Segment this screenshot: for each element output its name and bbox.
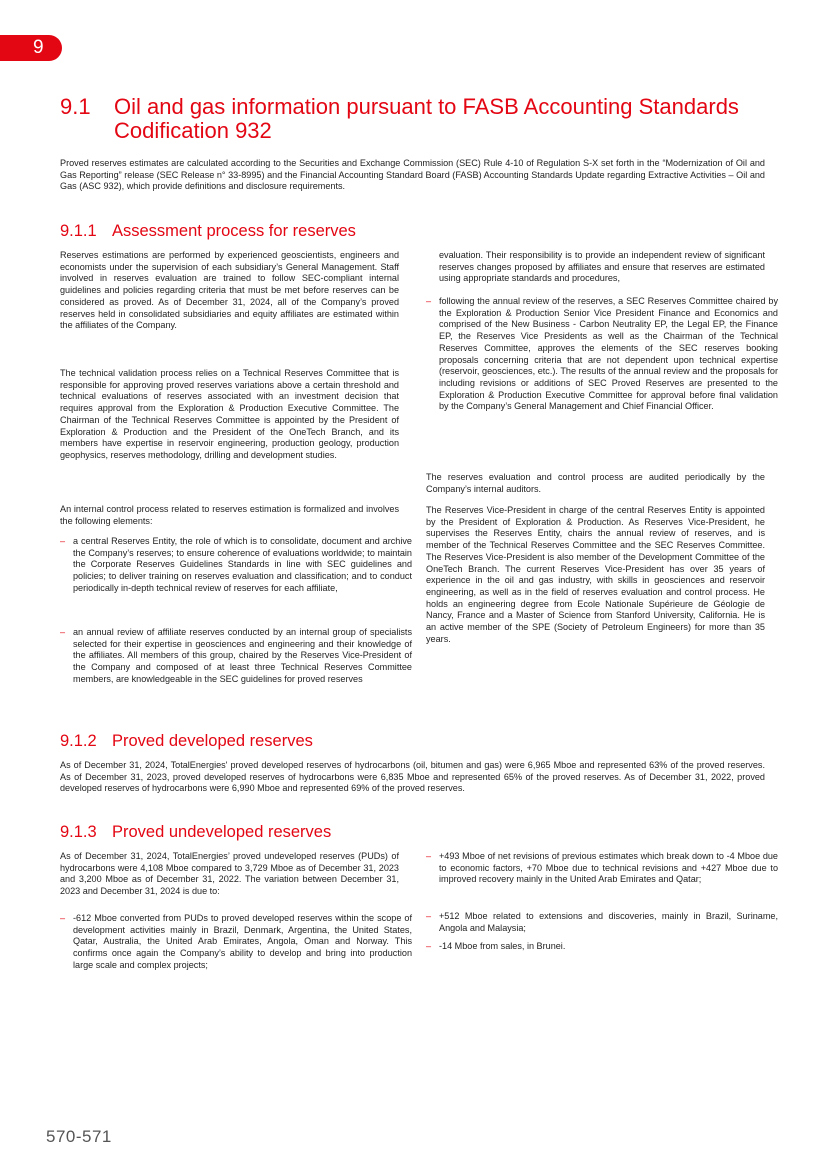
bullet-item: – an annual review of affiliate reserves conducted by an internal group of specialists selected for their expertise in geosciences and engineering and their knowledge of the affiliates. All members of this group, chaired by the Reserves Vice-President of the Company and composed of at least three Technical Reserves Committee members, are knowledgeable in the SEC guidelines for proved reserves (60, 627, 412, 686)
bullet-item: – a central Reserves Entity, the role of which is to consolidate, document and archive the Company’s reserves; to ensure coherence of evaluations worldwide; to maintain the Corporate Reserves Guidelines Standards in line with SEC guidelines and policies; to deliver training on reserves evaluation and classification; and to conduct periodically in-depth technical review of reserves for each affiliate, (60, 536, 412, 595)
subsection-title: Proved developed reserves (112, 732, 313, 750)
chapter-tab: 9 (0, 35, 62, 61)
subsection-heading-911 (60, 221, 356, 241)
paragraph: As of December 31, 2024, TotalEnergies' proved developed reserves of hydrocarbons (oil, bitumen and gas) were 6,965 Mboe and represented 63% of the proved reserves. As of December 31, 2023, proved developed reserves of hydrocarbons were 6,835 Mboe and represented 65% of the proved reserves. As of December 31, 2022, proved developed reserves of hydrocarbons were 6,990 Mboe and represented 69% of the proved reserves. (60, 760, 765, 794)
subsection-number: 9.1.1 (60, 222, 97, 240)
paragraph: Reserves estimations are performed by experienced geoscientists, engineers and economists under the supervision of each subsidiary’s General Management. Staff involved in reserves evaluation are trained to follow SEC-compliant internal guidelines and policies regarding criteria that must be met before reserves can be considered as proved. As of December 31, 2024, all of the Company’s proved reserves held in consolidated subsidiaries and equity affiliates are estimated within the affiliates of the Company. (60, 250, 399, 331)
bullet-item: – +493 Mboe of net revisions of previous estimates which break down to -4 Mboe due to economic factors, +70 Mboe due to technical revisions and +427 Mboe due to improved recovery mainly in the United Arab Emirates and Qatar; (426, 851, 778, 886)
subsection-number: 9.1.2 (60, 732, 97, 750)
subsection-title: Proved undeveloped reserves (112, 823, 332, 841)
bullet-item: – -612 Mboe converted from PUDs to proved developed reserves within the scope of development activities mainly in Brazil, Denmark, Argentina, the United States, Qatar, Australia, the United Arab Emirates, Angola, Oman and Norway. This confirms once again the Company’s ability to develop and bring into production large scale and complex projects; (60, 913, 412, 972)
bullet-item: – +512 Mboe related to extensions and discoveries, mainly in Brazil, Suriname, Angola and Malaysia; (426, 911, 778, 934)
page-number: 570-571 (46, 1127, 112, 1146)
paragraph: An internal control process related to reserves estimation is formalized and involves the following elements: (60, 504, 399, 526)
subsection-heading-913 (60, 822, 331, 842)
paragraph: evaluation. Their responsibility is to provide an independent review of significant reserves changes proposed by affiliates and ensure that reserves are estimated using appropriate standards and procedures, (439, 250, 765, 284)
subsection-title: Assessment process for reserves (112, 222, 356, 240)
paragraph: The reserves evaluation and control process are audited periodically by the Company’s internal auditors. (426, 472, 765, 494)
section-title (60, 95, 780, 143)
paragraph: The technical validation process relies on a Technical Reserves Committee that is responsible for approving proved reserves variations above a certain threshold and technical evaluations of reserves associated with an investment decision that requires approval from the Exploration & Production Executive Committee. The Chairman of the Technical Reserves Committee is appointed by the President of Exploration & Production and the President of the OneTech Branch, and its members have expertise in reservoir engineering, production geology, production geophysics, reserves methodology, drilling and development studies. (60, 368, 399, 460)
bullet-item: – following the annual review of the reserves, a SEC Reserves Committee chaired by the Exploration & Production Senior Vice President Finance and Economics and comprised of the New Business - Carbon Neutrality EP, the Legal EP, the Finance EP, the Reserves Vice Presidents as well as the Chairman of the Technical Reserves Committee, approves the elements of the SEC reserves booking proposals concerning criteria that are not dependent upon technical expertise (reservoir, geosciences, etc.). The results of the annual review and the proposals for including revisions or additions of SEC Proved Reserves are presented to the Exploration & Production Executive Committee for approval before final validation by the Company’s General Management and Chief Financial Officer. (426, 296, 778, 413)
subsection-heading-912 (60, 731, 313, 751)
paragraph: As of December 31, 2024, TotalEnergies’ proved undeveloped reserves (PUDs) of hydrocarbons were 4,108 Mboe compared to 3,729 Mboe as of December 31, 2023 and 3,200 Mboe as of December 31, 2022. The variation between December 31, 2023 and December 31, 2024 is due to: (60, 851, 399, 897)
section-number: 9.1 (60, 94, 91, 119)
section-title-text: Oil and gas information pursuant to FASB Accounting Standards Codification 932 (114, 94, 739, 143)
section-intro: Proved reserves estimates are calculated according to the Securities and Exchange Commission (SEC) Rule 4-10 of Regulation S-X set forth in the “Modernization of Oil and Gas Reporting” release (SEC Release n° 33-8995) and the Financial Accounting Standard Board (FASB) Accounting Standards Update regarding Extractive Activities – Oil and Gas (ASC 932), which provide definitions and disclosure requirements. (60, 158, 765, 192)
bullet-item: – -14 Mboe from sales, in Brunei. (426, 941, 778, 953)
subsection-number: 9.1.3 (60, 823, 97, 841)
paragraph: The Reserves Vice-President in charge of the central Reserves Entity is appointed by the President of Exploration & Production. As Reserves Vice-President, he supervises the Reserves Entity, chairs the annual review of reserves, and is member of the Technical Reserves Committee and the SEC Reserves Committee. The Reserves Vice-President is also member of the Development Committee of the OneTech Branch. The current Reserves Vice-President has over 35 years of experience in the oil and gas industry, with skills in geosciences and reservoir engineering, as well as in the field of reserves evaluation and control process. He holds an engineering degree from Ecole Nationale Supérieure de Géologie de Nancy, France and a Master of Science from Stanford University, California. He is an active member of the SPE (Society of Petroleum Engineers) for more than 35 years. (426, 505, 765, 644)
